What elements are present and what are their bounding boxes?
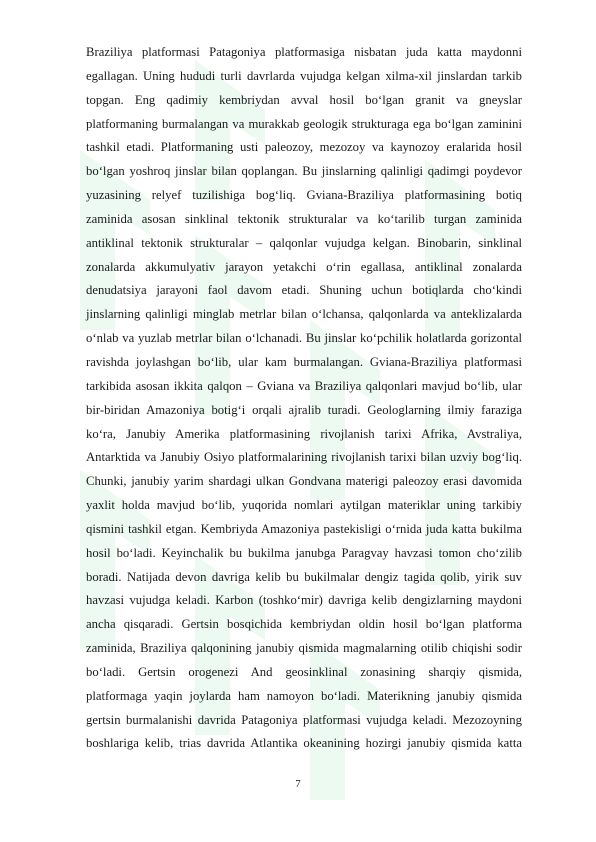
text-line: hosil bo‘ladi. Keyinchalik bu bukilma janubga Paragvay havzasi tomon cho‘zilib (86, 545, 522, 560)
text-line: bo‘ladi. Gertsin orogenezi And geosinklinal zonasining sharqiy qismida, (86, 664, 522, 679)
text-line: yaxlit holda mavjud bo‘lib, yuqorida nomlari aytilgan materiklar uning tarkibiy (86, 498, 522, 513)
text-line: o‘nlab va yuzlab metrlar bilan o‘lchanadi. Bu jinslar ko‘pchilik holatlarda gorizontal (86, 331, 522, 346)
text-line: tarkibida asosan ikkita qalqon – Gviana va Braziliya qalqonlari mavjud bo‘lib, ular (86, 378, 522, 393)
text-line: bir-biridan Amazoniya botig‘i orqali ajralib turadi. Geologlarning ilmiy faraziga (86, 402, 522, 417)
text-line: tashkil etadi. Platformaning usti paleozoy, mezozoy va kaynozoy eralarida hosil (86, 140, 522, 155)
text-line: Chunki, janubiy yarim shardagi ulkan Gondvana materigi paleozoy erasi davomida (86, 474, 522, 489)
text-line: boshlariga kelib, trias davrida Atlantika okeanining hozirgi janubiy qismida katta (86, 736, 522, 751)
text-line: ravishda joylashgan bo‘lib, ular kam burmalangan. Gviana-Braziliya platformasi (86, 354, 522, 369)
text-line: yuzasining relyef tuzilishiga bog‘liq. Gviana-Braziliya platformasining botiq (86, 188, 522, 203)
text-line: zaminida asosan sinklinal tektonik strukturalar va ko‘tarilib turgan zaminida (86, 211, 522, 226)
text-line: havzasi vujudga keladi. Karbon (toshko‘mir) davriga kelib dengizlarning maydoni (86, 593, 522, 608)
text-line: zonalarda akkumulyativ jarayon yetakchi o‘rin egallasa, antiklinal zonalarda (86, 259, 522, 274)
text-line: denudatsiya jarayoni faol davom etadi. Shuning uchun botiqlarda cho‘kindi (86, 283, 522, 298)
text-line: ancha qisqaradi. Gertsin bosqichida kembriydan oldin hosil bo‘lgan platforma (86, 617, 522, 632)
text-line: platformaga yaqin joylarda ham namoyon bo‘ladi. Materikning janubiy qismida (86, 688, 522, 703)
text-line: gertsin burmalanishi davrida Patagoniya platformasi vujudga keladi. Mezozoyning (86, 712, 522, 727)
text-line: bo‘lgan yoshroq jinslar bilan qoplangan. Bu jinslarning qalinligi qadimgi poydevor (86, 164, 522, 179)
text-line: antiklinal tektonik strukturalar – qalqonlar vujudga kelgan. Binobarin, sinklinal (86, 235, 522, 250)
text-line: Braziliya platformasi Patagoniya platformasiga nisbatan juda katta maydonni (86, 45, 522, 59)
text-line: topgan. Eng qadimiy kembriydan avval hosil bo‘lgan granit va gneyslar (86, 92, 522, 107)
text-line: Antarktida va Janubiy Osiyo platformalarining rivojlanish tarixi bilan uzviy bog‘liq. (86, 450, 522, 465)
body-text (86, 41, 522, 756)
text-line: egallagan. Uning hududi turli davrlarda vujudga kelgan xilma-xil jinslardan tarkib (86, 68, 522, 83)
page-number: 7 (295, 778, 301, 790)
text-line: zaminida, Braziliya qalqonining janubiy qismida magmalarning otilib chiqishi sodir (86, 641, 522, 656)
text-line: platformaning burmalangan va murakkab geologik strukturaga ega bo‘lgan zaminini (86, 116, 522, 131)
text-line: boradi. Natijada devon davriga kelib bu bukilmalar dengiz tagida qolib, yirik suv (86, 569, 522, 584)
text-line: qismini tashkil etgan. Kembriyda Amazoniya pastekisligi o‘rnida juda katta bukilma (86, 521, 522, 536)
text-line: jinslarning qalinligi minglab metrlar bilan o‘lchansa, qalqonlarda va anteklizalarda (86, 307, 522, 322)
text-line: ko‘ra, Janubiy Amerika platformasining rivojlanish tarixi Afrika, Avstraliya, (86, 426, 522, 441)
